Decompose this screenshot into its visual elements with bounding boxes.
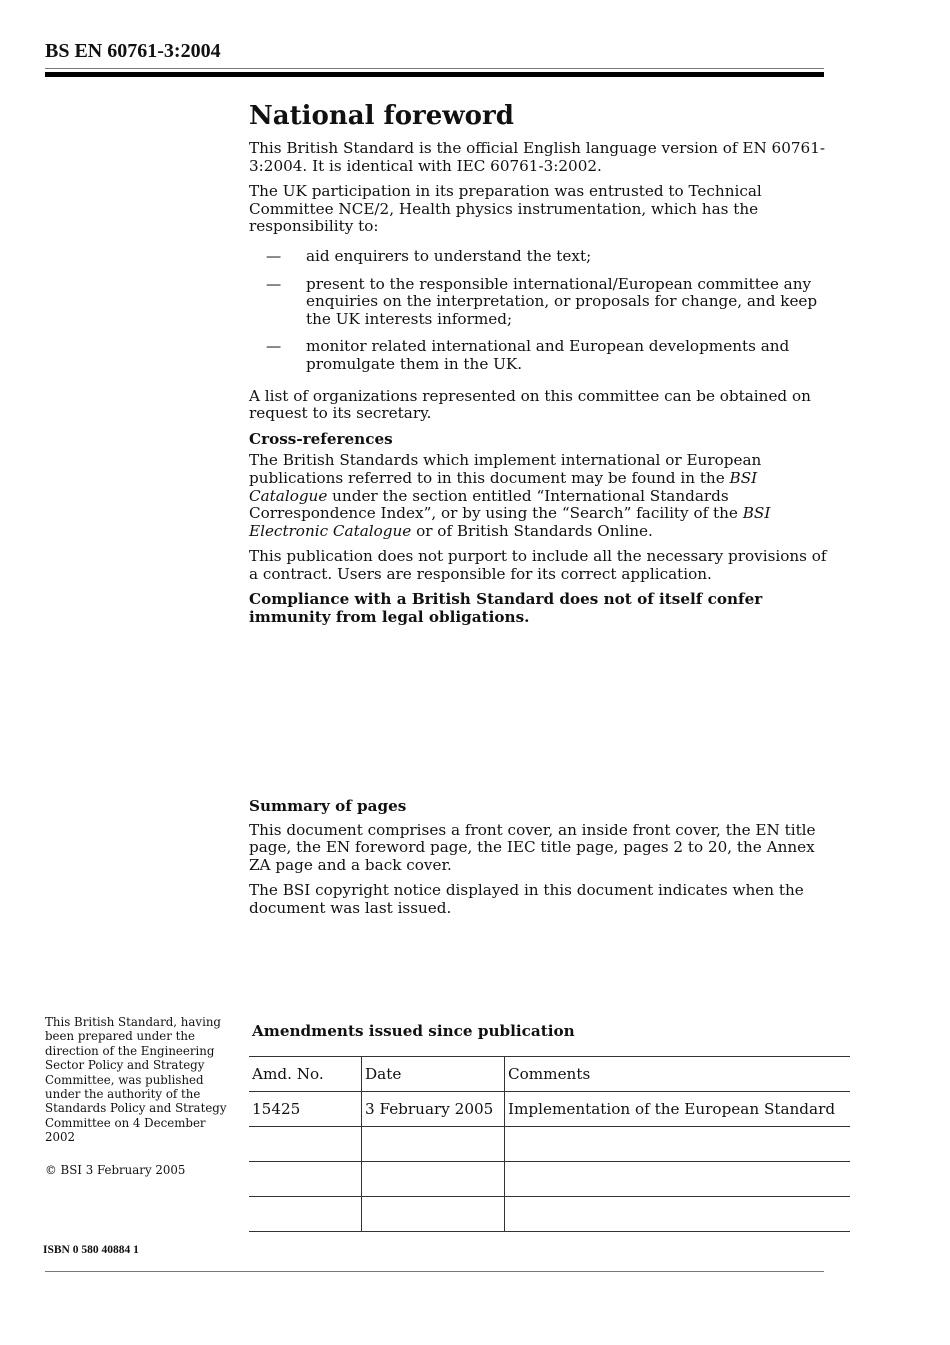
table-header-row: [249, 1057, 850, 1092]
bsi-electronic-catalogue-title: BSI Electronic Catalogue: [249, 504, 771, 540]
table-row: [249, 1092, 850, 1127]
table-cell: [362, 1197, 505, 1232]
table-row: [249, 1127, 850, 1162]
responsibility-list: [249, 248, 829, 374]
table-cell: [505, 1127, 851, 1162]
isbn: ISBN 0 580 40884 1: [43, 1244, 139, 1256]
national-foreword: [249, 100, 829, 631]
committee-paragraph: The UK participation in its preparation was entrusted to Technical Committee NCE/2, Health physics instrumentation, which has the responsibility to:: [249, 182, 762, 236]
table-cell: [249, 1162, 362, 1197]
copyright-line: © BSI 3 February 2005: [45, 1162, 186, 1177]
document-id-header: BS EN 60761-3:2004: [45, 40, 221, 62]
header-thin-rule: [45, 68, 824, 69]
amendments-table: [249, 1056, 850, 1232]
summary-heading: Summary of pages: [249, 797, 407, 815]
table-row: [249, 1162, 850, 1197]
list-item-text: monitor related international and European developments and promulgate them in the UK.: [306, 337, 790, 373]
list-item-text: aid enquirers to understand the text;: [306, 246, 592, 265]
column-header: Comments: [505, 1057, 851, 1092]
organizations-paragraph: A list of organizations represented on this committee can be obtained on request to its secretary.: [249, 386, 811, 423]
dash-marker: —: [266, 337, 282, 356]
table-cell: [249, 1127, 362, 1162]
header-thick-rule: [45, 72, 824, 77]
compliance-statement: Compliance with a British Standard does not of itself confer immunity from legal obligations.: [249, 590, 763, 627]
dash-marker: —: [266, 274, 282, 293]
list-item: [249, 248, 829, 266]
list-item: [249, 276, 829, 329]
approval-statement: This British Standard, having been prepared under the direction of the Engineering Sector Policy and Strategy Committee, was published under the authority of the Standards Policy and Strategy Committee on 4 December 2002: [45, 1015, 227, 1145]
table-cell: [505, 1162, 851, 1197]
provisions-paragraph: This publication does not purport to include all the necessary provisions of a contract. Users are responsible for its correct application.: [249, 547, 827, 583]
dash-marker: —: [266, 246, 282, 265]
list-item-text: present to the responsible international/European committee any enquiries on the interpretation, or proposals for change, and keep the UK interests informed;: [306, 274, 818, 328]
table-cell: [362, 1162, 505, 1197]
column-header: Amd. No.: [249, 1057, 362, 1092]
summary-of-pages: [249, 798, 829, 926]
column-header: Date: [362, 1057, 505, 1092]
crossref-text-3: or of British Standards Online.: [411, 521, 653, 540]
table-row: [249, 1197, 850, 1232]
table-cell: [505, 1197, 851, 1232]
intro-paragraph: This British Standard is the official English language version of EN 60761-3:2004. It is identical with IEC 60761-3:2002.: [249, 139, 826, 175]
approval-sidebar: [45, 1015, 230, 1195]
list-item: [249, 338, 829, 373]
table-cell: 15425: [249, 1092, 362, 1127]
footer-rule: [45, 1271, 824, 1272]
bsi-catalogue-title: BSI Catalogue: [249, 468, 758, 505]
cross-references-heading: Cross-references: [249, 429, 393, 448]
table-cell: 3 February 2005: [362, 1092, 505, 1127]
copyright-notice-paragraph: The BSI copyright notice displayed in this document indicates when the document was last issued.: [249, 881, 804, 917]
table-cell: [249, 1197, 362, 1232]
summary-paragraph: This document comprises a front cover, an inside front cover, the EN title page, the EN foreword page, the IEC title page, pages 2 to 20, the Annex ZA page and a back cover.: [249, 820, 816, 874]
table-cell: [362, 1127, 505, 1162]
table-cell: Implementation of the European Standard: [505, 1092, 851, 1127]
crossref-text-2: under the section entitled “International Standards Correspondence Index”, or by using the “Search” facility of the: [249, 486, 743, 523]
cross-references-paragraph: [249, 452, 829, 540]
page-title: National foreword: [249, 101, 514, 131]
crossref-text-1: The British Standards which implement international or European publications referred to in this document may be found in the: [249, 451, 762, 487]
amendments-title: Amendments issued since publication: [252, 1022, 575, 1040]
